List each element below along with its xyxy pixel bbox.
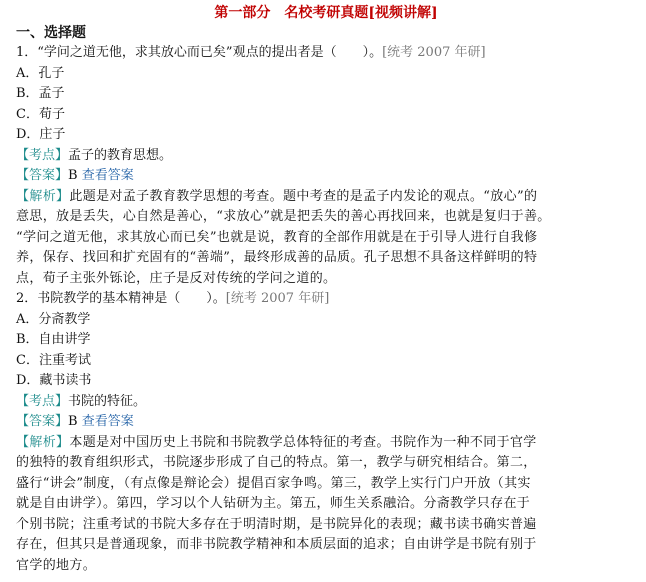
analysis-block: [16, 433, 636, 577]
option-b: B．自由讲学: [16, 332, 91, 347]
analysis-line: [16, 187, 636, 208]
option-c: C．注重考试: [16, 352, 91, 368]
analysis-line: 就是自由讲学）。第四，学习以个人钻研为主。第五，师生关系融洽。分斋教学只存在于: [16, 496, 531, 511]
question-stem-text: 2．书院教学的基本精神是（ ）。: [16, 291, 226, 306]
question-2-stem: [16, 289, 636, 310]
option-d: D．藏书读书: [16, 373, 92, 388]
kaodian-row: [16, 146, 636, 167]
analysis-line: 意思，放是丢失，心自然是善心，“求放心”就是把丢失的善心再找回来，也就是复归于善。: [16, 209, 551, 224]
question-source: [统考 2007 年研]: [225, 291, 330, 306]
analysis-text: 此题是对孟子教育教学思想的考查。题中考查的是孟子内发论的观点。“放心”的: [69, 188, 538, 204]
answer-text[interactable]: B 查看答案: [68, 168, 134, 183]
question-1-stem: [16, 43, 636, 64]
analysis-line: 的独特的教育组织形式，书院逐步形成了自己的特点。第一，教学与研究相结合。第二，: [16, 455, 537, 470]
section-heading: 一、选择题: [16, 25, 86, 41]
analysis-line: 存在，但其只是普通现象，而非书院教学精神和本质层面的追求；自由讲学是书院有别于: [16, 537, 537, 552]
option-a: A．孔子: [16, 65, 65, 81]
analysis-block: [16, 187, 636, 290]
analysis-line: [16, 433, 636, 454]
option-a: A．分斋教学: [16, 311, 91, 327]
analysis-line: 盛行“讲会”制度，（有点像是辩论会）提倡百家争鸣。第三，教学上实行门户开放（其实: [16, 475, 531, 491]
answer-row: [16, 412, 636, 433]
analysis-label: 【解析】: [16, 188, 70, 204]
answer-row: [16, 166, 636, 187]
analysis-line: 养，保存、找回和扩充固有的“善端”，最终形成善的品质。孔子思想不具备这样鲜明的特: [16, 250, 538, 265]
analysis-label: 【解析】: [16, 434, 70, 450]
option-b: B．孟子: [16, 86, 65, 101]
answer-text[interactable]: B 查看答案: [68, 414, 134, 429]
page-title: 第一部分 名校考研真题[视频讲解]: [214, 5, 438, 21]
option-c: C．荀子: [16, 106, 65, 122]
kaodian-text: 孟子的教育思想。: [68, 147, 173, 163]
kaodian-label: 【考点】: [16, 393, 69, 409]
kaodian-text: 书院的特征。: [68, 393, 147, 409]
kaodian-row: [16, 392, 636, 413]
answer-label: 【答案】: [16, 168, 69, 183]
analysis-line: 官学的地方。: [16, 557, 97, 573]
analysis-line: 点，荀子主张外铄论，庄子是反对传统的学问之道的。: [16, 270, 337, 286]
question-source: [统考 2007 年研]: [382, 45, 486, 60]
analysis-text: 本题是对中国历史上书院和书院教学总体特征的考查。书院作为一种不同于官学: [69, 434, 537, 450]
question-stem-text: 1．“学问之道无他，求其放心而已矣”观点的提出者是（ ）。: [16, 45, 383, 60]
option-d: D．庄子: [16, 127, 66, 142]
answer-label: 【答案】: [16, 414, 69, 429]
analysis-line: “学问之道无他，求其放心而已矣”也就是说，教育的全部作用就是在于引导人进行自我修: [16, 229, 538, 245]
kaodian-label: 【考点】: [16, 147, 69, 163]
analysis-line: 个别书院；注重考试的书院大多存在于明清时期，是书院异化的表现；藏书读书确实普遍: [16, 516, 537, 532]
